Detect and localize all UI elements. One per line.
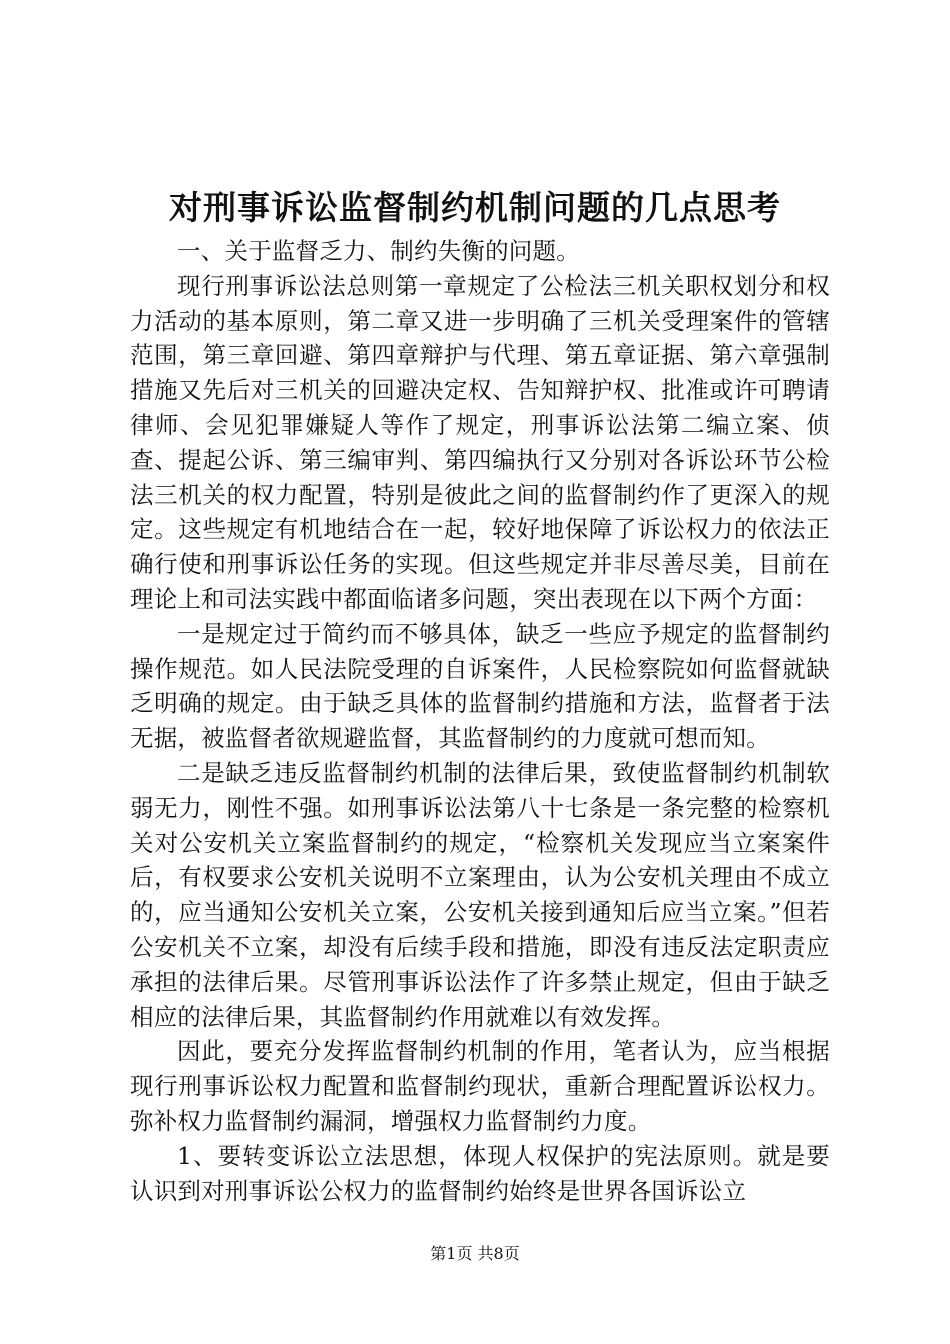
document-title: 对刑事诉讼监督制约机制问题的几点思考: [169, 188, 781, 227]
document-body: [130, 234, 830, 1208]
paragraph: 1、要转变诉讼立法思想，体现人权保护的宪法原则。就是要认识到对刑事诉讼公权力的监督制约始终是世界各国诉讼立: [130, 1141, 830, 1205]
paragraph: 二是缺乏违反监督制约机制的法律后果，致使监督制约机制软弱无力，刚性不强。如刑事诉讼法第八十七条是一条完整的检察机关对公安机关立案监督制约的规定，“检察机关发现应当立案案件后，有权要求公安机关说明不立案理由，认为公安机关理由不成立的，应当通知公安机关立案，公安机关接到通知后应当立案。”但若公安机关不立案，却没有后续手段和措施，即没有违反法定职责应承担的法律后果。尽管刑事诉讼法作了许多禁止规定，但由于缺乏相应的法律后果，其监督制约作用就难以有效发挥。: [130, 758, 830, 1031]
paragraph: 因此，要充分发挥监督制约机制的作用，笔者认为，应当根据现行刑事诉讼权力配置和监督制约现状，重新合理配置诉讼权力。弥补权力监督制约漏洞，增强权力监督制约力度。: [130, 1037, 830, 1135]
section-heading: 一、关于监督乏力、制约失衡的问题。: [177, 237, 580, 265]
paragraph: 一是规定过于简约而不够具体，缺乏一些应予规定的监督制约操作规范。如人民法院受理的自诉案件，人民检察院如何监督就缺乏明确的规定。由于缺乏具体的监督制约措施和方法，监督者于法无据，被监督者欲规避监督，其监督制约的力度就可想而知。: [130, 619, 830, 753]
page-footer: 第1页 共8页: [430, 1244, 520, 1263]
paragraph: 现行刑事诉讼法总则第一章规定了公检法三机关职权划分和权力活动的基本原则，第二章又进一步明确了三机关受理案件的管辖范围，第三章回避、第四章辩护与代理、第五章证据、第六章强制措施又先后对三机关的回避决定权、告知辩护权、批准或许可聘请律师、会见犯罪嫌疑人等作了规定，刑事诉讼法第二编立案、侦查、提起公诉、第三编审判、第四编执行又分别对各诉讼环节公检法三机关的权力配置，特别是彼此之间的监督制约作了更深入的规定。这些规定有机地结合在一起，较好地保障了诉讼权力的依法正确行使和刑事诉讼任务的实现。但这些规定并非尽善尽美，目前在理论上和司法实践中都面临诸多问题，突出表现在以下两个方面：: [130, 271, 830, 613]
